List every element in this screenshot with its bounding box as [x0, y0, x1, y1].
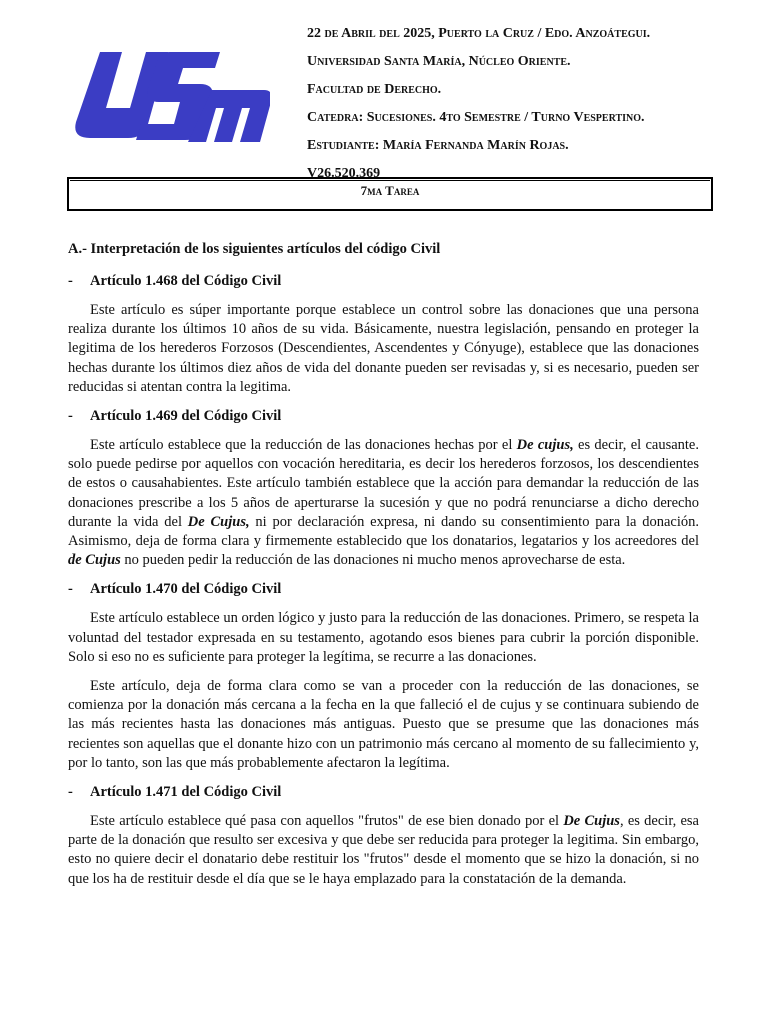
date-line: 22 de Abril del 2025, Puerto la Cruz / Edo. Anzoátegui. [307, 26, 651, 41]
faculty-line: Facultad de Derecho. [307, 82, 442, 97]
article-heading-1471 [68, 783, 699, 802]
section-heading: A.- Interpretación de los siguientes artículos del código Civil [68, 241, 441, 257]
course-line: Catedra: Sucesiones. 4to Semestre / Turno Vespertino. [307, 110, 645, 125]
document-header [307, 25, 747, 183]
text-run: ni por declaración expresa, ni dando su consentimiento para la donación. Asimismo, deja de forma clara y firmemente establecido que los donatarios, legatarios y los acreedores del [68, 513, 699, 550]
article-1471-paragraph [68, 812, 699, 889]
student-line: Estudiante: María Fernanda Marín Rojas. [307, 138, 569, 153]
text-run: Este artículo establece que la reducción de las donaciones hechas por el [90, 437, 517, 454]
university-line: Universidad Santa María, Núcleo Oriente. [307, 54, 571, 69]
de-cujus-term: de Cujus [68, 552, 121, 569]
article-heading-1469 [68, 407, 699, 426]
article-1470-paragraph-1: Este artículo establece un orden lógico y justo para la reducción de las donaciones. Primero, se respeta la voluntad del testador expresada en su testamento, agotando esos bienes para cubrir la porción disponible. Solo si eso no es suficiente para proteger la legítima, se recurre a las donaciones. [68, 610, 699, 665]
list-dash: - [68, 408, 73, 425]
article-heading-1470 [68, 580, 699, 599]
article-heading-1468 [68, 272, 699, 291]
document-body [68, 240, 699, 899]
text-run: , es decir, esa parte de la donación que resulto ser excesiva y que debe ser reducida para proteger la legitima. Sin embargo, esto no quiere decir el donatario debe restituir los "frutos" desde el momento que se hizo la donación, si no que los ha de restituir desde el día que se le haya emplazado para la constatación de la demanda. [68, 813, 699, 887]
text-run: Este artículo establece qué pasa con aquellos "frutos" de ese bien donado por el [90, 813, 564, 830]
text-run: no pueden pedir la reducción de las donaciones ni mucho menos aprovecharse de esta. [120, 552, 626, 569]
list-dash: - [68, 581, 73, 598]
article-title: Artículo 1.470 del Código Civil [90, 581, 282, 598]
list-dash: - [68, 784, 73, 801]
article-title: Artículo 1.468 del Código Civil [90, 273, 282, 289]
list-dash: - [68, 273, 73, 289]
usm-logo-mark [75, 52, 270, 142]
usm-logo [70, 50, 270, 145]
de-cujus-term: De Cujus, [187, 513, 250, 530]
article-title: Artículo 1.469 del Código Civil [90, 408, 282, 425]
student-id-line: V26.520.369 [307, 166, 381, 181]
article-1469-paragraph [68, 436, 699, 570]
article-title: Artículo 1.471 del Código Civil [90, 784, 282, 801]
de-cujus-term: De cujus, [516, 437, 574, 454]
article-1470-paragraph-2: Este artículo, deja de forma clara como se van a proceder con la reducción de las donaciones, se comienza por la donación más cercana a la fecha en la que falleció el de cujus y se continuara subiendo de las más recientes hasta las donaciones más antiguas. Puesto que se presume que las donaciones más recientes son aquellas que el donante hizo con un patrimonio más cercano al momento de su fallecimiento y, por lo tanto, son las que más probablemente afectaron la legítima. [68, 678, 699, 771]
article-1468-paragraph: Este artículo es súper importante porque establece un control sobre las donaciones que una persona realiza durante los últimos 10 años de su vida. Básicamente, nuestra legislación, pensando en proteger la legitima de los herederos Forzosos (Descendientes, Ascendentes y Cónyuge), establece que las donaciones hechas durante los últimos diez años de vida del donante pueden ser revisadas y, si es necesario, pueden ser reducidas si atentan contra la legitima. [68, 302, 699, 395]
task-title-box [67, 177, 713, 211]
text-run: es decir, el causante. solo puede pedirse por aquellos con vocación hereditaria, es decir los herederos forzosos, los descendientes de estos o causahabientes. Este artículo también establece que la acción para demandar la reducción de las donaciones prescribe a los 5 años de aperturarse la sucesión y que no podrá renunciarse a dicho derecho durante la vida del [68, 437, 699, 530]
task-title: 7ma Tarea [360, 183, 420, 198]
de-cujus-term: De Cujus [563, 813, 620, 830]
